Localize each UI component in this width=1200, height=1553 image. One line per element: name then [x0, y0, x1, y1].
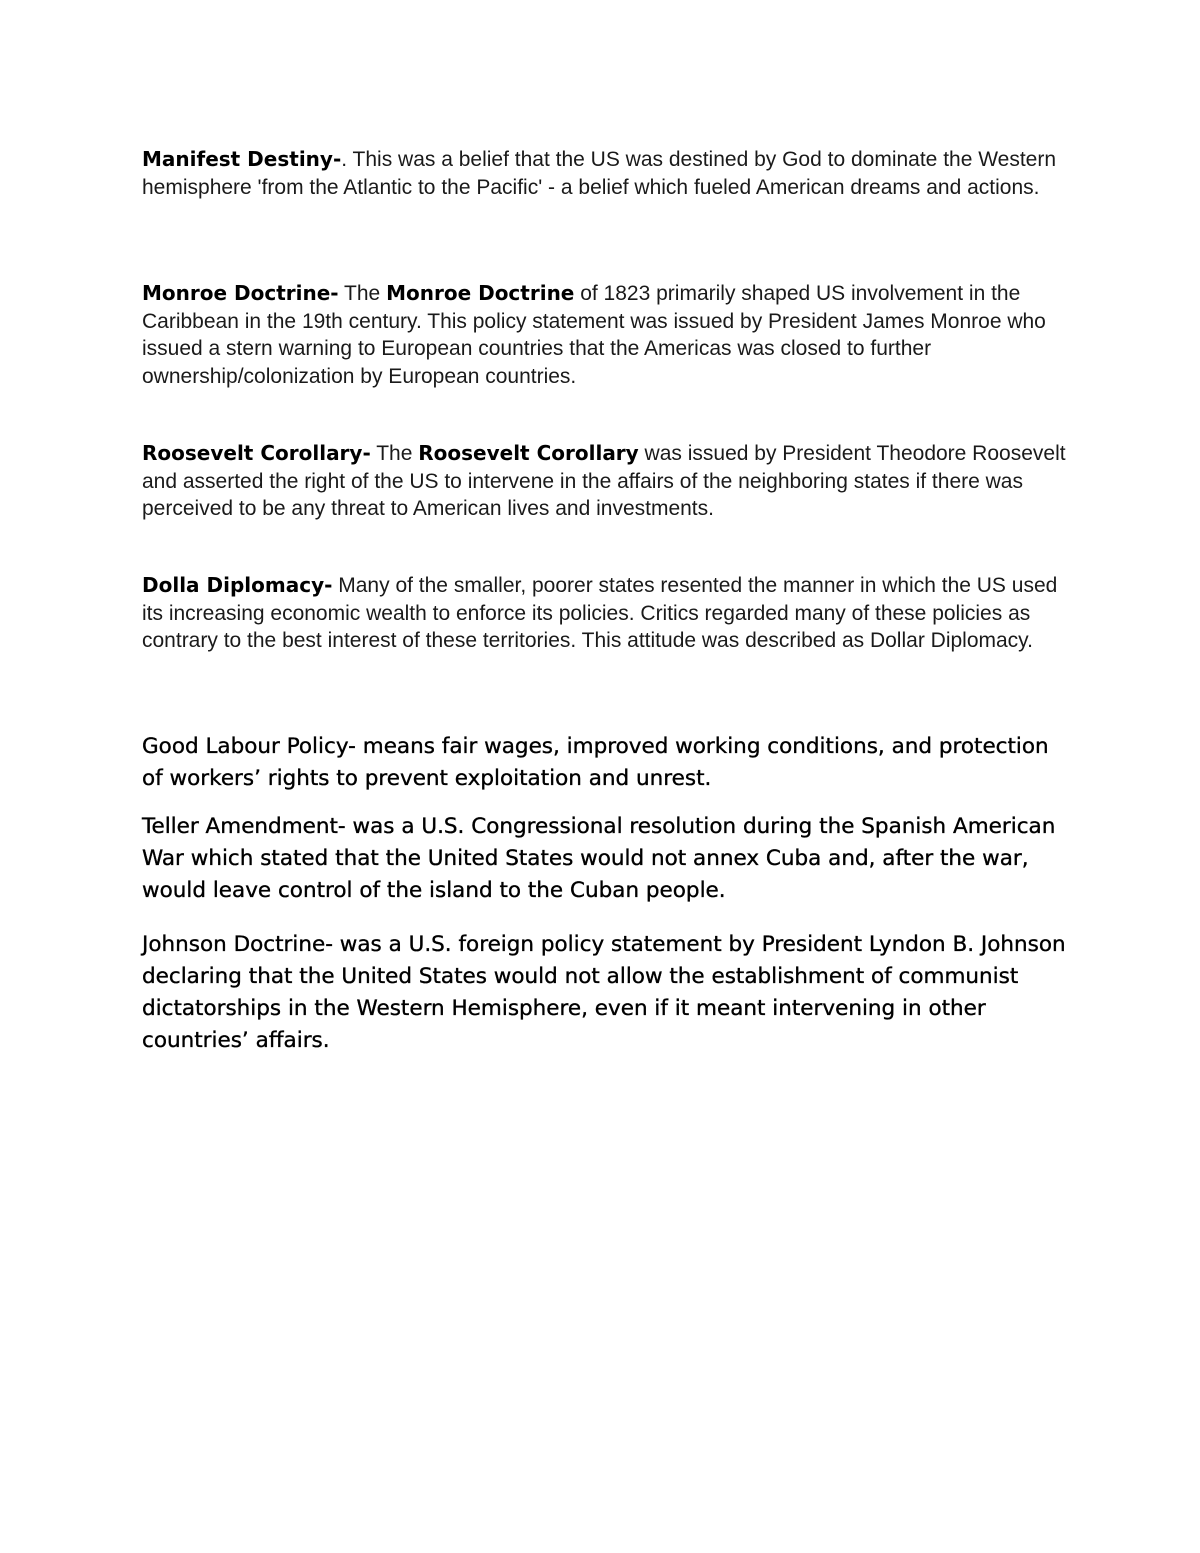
entry-term: Roosevelt Corollary-: [142, 441, 371, 465]
entry-text: Teller Amendment- was a U.S. Congressional resolution during the Spanish American War which stated that the United States would not annex Cuba and, after the war, would leave control of the island to the Cuban people.: [142, 814, 1056, 903]
entry-bold-inline: Roosevelt Corollary: [418, 441, 639, 465]
entry-johnson-doctrine: [142, 929, 1072, 1057]
entry-bold-inline: Monroe Doctrine: [386, 281, 575, 305]
entry-text: was issued by President Theodore Roosevelt and asserted the right of the US to intervene in the affairs of the neighboring states if there was perceived to be any threat to American lives and investments.: [142, 442, 1066, 520]
entry-text: Many of the smaller, poorer states resented the manner in which the US used its increasing economic wealth to enforce its policies. Critics regarded many of these policies as contrary to the best interest of these territories. This attitude was described as Dollar Diplomacy.: [142, 574, 1058, 652]
entry-dolla-diplomacy: [142, 572, 1072, 655]
entry-text: The: [370, 442, 419, 465]
entry-roosevelt-corollary: [142, 440, 1072, 523]
entry-text: The: [338, 282, 387, 305]
entry-term: Dolla Diplomacy-: [142, 573, 333, 597]
entry-term: Monroe Doctrine-: [142, 281, 339, 305]
entry-text: Johnson Doctrine- was a U.S. foreign policy statement by President Lyndon B. Johnson declaring that the United States would not allow the establishment of communist dictatorships in the Western Hemisphere, even if it meant intervening in other countries’ affairs.: [142, 932, 1066, 1053]
entry-text: Good Labour Policy- means fair wages, improved working conditions, and protection of workers’ rights to prevent exploitation and unrest.: [142, 734, 1049, 791]
entry-monroe-doctrine: [142, 280, 1072, 390]
entry-text: . This was a belief that the US was destined by God to dominate the Western hemisphere 'from the Atlantic to the Pacific' - a belief which fueled American dreams and actions.: [142, 148, 1057, 199]
entry-term: Manifest Destiny-: [142, 147, 342, 171]
entry-teller-amendment: [142, 811, 1072, 907]
entry-good-labour-policy: [142, 731, 1072, 795]
entry-text: of 1823 primarily shaped US involvement in the Caribbean in the 19th century. This policy statement was issued by President James Monroe who issued a stern warning to European countries that the Americas was closed to further ownership/colonization by European countries.: [142, 282, 1046, 388]
entry-manifest-destiny: [142, 146, 1072, 201]
